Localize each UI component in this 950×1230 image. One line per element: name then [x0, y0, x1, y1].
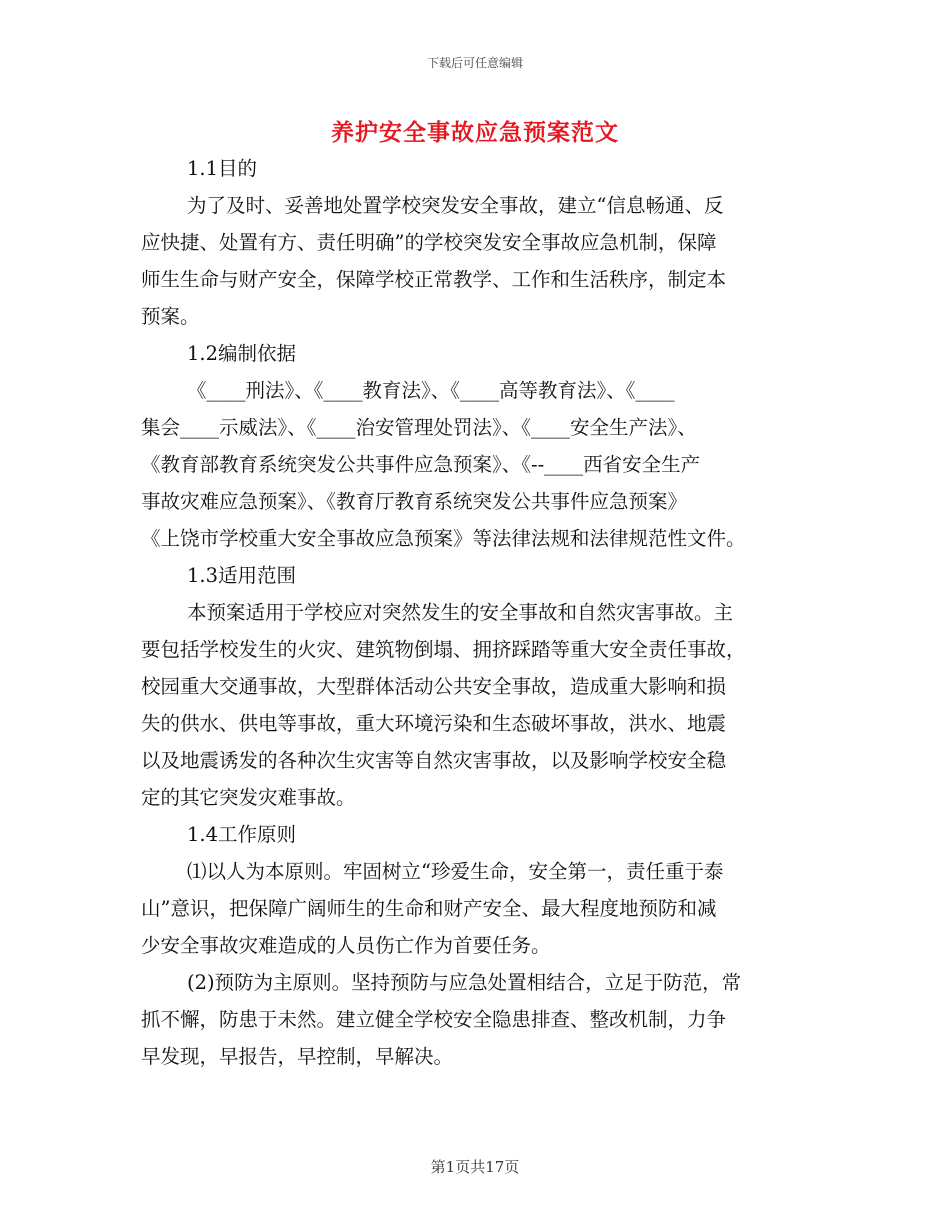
paragraph-line: 山”意识，把保障广阔师生的生命和财产安全、最大程度地预防和减: [141, 897, 717, 920]
paragraph-line: 为了及时、妥善地处置学校突发安全事故，建立“信息畅通、反: [187, 194, 724, 217]
page-header: 下载后可任意编辑: [426, 56, 523, 70]
paragraph-line: 早发现，早报告，早控制，早解决。: [141, 1045, 454, 1068]
section-heading-basis: 1.2编制依据: [187, 342, 297, 365]
paragraph-line: ⑴以人为本原则。牢固树立“珍爱生命，安全第一，责任重于泰: [187, 860, 724, 883]
section-heading-purpose: 1.1目的: [187, 157, 258, 180]
paragraph-line: 预案。: [141, 305, 200, 328]
paragraph-line: 事故灾难应急预案》、《教育厅教育系统突发公共事件应急预案》: [141, 490, 688, 513]
paragraph-line: 本预案适用于学校应对突然发生的安全事故和自然灾害事故。主: [187, 601, 734, 624]
paragraph-line: 应快捷、处置有方、责任明确”的学校突发安全事故应急机制，保障: [141, 231, 717, 254]
paragraph-line: 失的供水、供电等事故，重大环境污染和生态破坏事故，洪水、地震: [141, 712, 727, 735]
section-heading-principles: 1.4工作原则: [187, 823, 297, 846]
page-footer: 第1页共17页: [430, 1158, 520, 1176]
paragraph-line: 以及地震诱发的各种次生灾害等自然灾害事故，以及影响学校安全稳: [141, 749, 727, 772]
paragraph-line: (2)预防为主原则。坚持预防与应急处置相结合，立足于防范，常: [187, 971, 742, 994]
paragraph-line: 少安全事故灾难造成的人员伤亡作为首要任务。: [141, 934, 551, 957]
document-title: 养护安全事故应急预案范文: [331, 119, 619, 146]
section-heading-scope: 1.3适用范围: [187, 564, 297, 587]
paragraph-line: 定的其它突发灾难事故。: [141, 786, 356, 809]
paragraph-line: 校园重大交通事故，大型群体活动公共安全事故，造成重大影响和损: [141, 675, 727, 698]
paragraph-line: 《____刑法》、《____教育法》、《____高等教育法》、《____: [187, 379, 675, 402]
paragraph-line: 集会____示威法》、《____治安管理处罚法》、《____安全生产法》、: [141, 416, 697, 439]
paragraph-line: 要包括学校发生的火灾、建筑物倒塌、拥挤踩踏等重大安全责任事故，: [141, 638, 746, 661]
document-body: [141, 150, 805, 1075]
paragraph-line: 抓不懈，防患于未然。建立健全学校安全隐患排查、整改机制，力争: [141, 1008, 727, 1031]
paragraph-line: 《教育部教育系统突发公共事件应急预案》、《--____西省安全生产: [141, 453, 701, 476]
paragraph-line: 师生生命与财产安全，保障学校正常教学、工作和生活秩序，制定本: [141, 268, 727, 291]
paragraph-line: 《上饶市学校重大安全事故应急预案》等法律法规和法律规范性文件。: [141, 527, 746, 550]
